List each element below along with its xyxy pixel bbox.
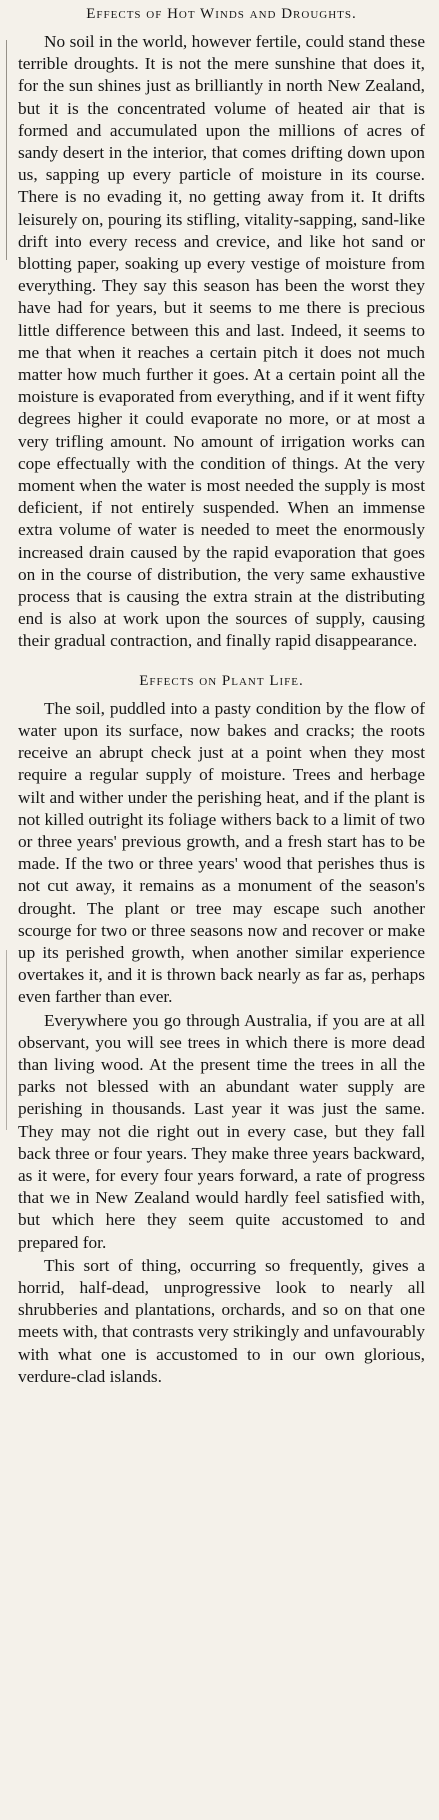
paragraph-australia-trees: Everywhere you go through Australia, if you are at all observant, you will see trees in which there is more dead than living wood. At the present time the trees in all the parks not blessed with an abundant water supply are perishing in thousands. Last year it was just the same. They may not die right out in every case, but they fall back three or four years. They make three years backward, as it were, for every four years forward, a rate of progress that we in New Zealand would hardly feel satisfied with, but which here they seem quite accustomed to and prepared for.	[18, 1010, 425, 1252]
section-heading-plant-life: Effects on Plant Life.	[139, 672, 304, 689]
section-heading-hot-winds: Effects of Hot Winds and Droughts.	[86, 6, 357, 22]
paragraph-soil: The soil, puddled into a pasty condition by the flow of water upon its surface, now bakes and cracks; the roots receive an abrupt check just at a point when they most require a regular supply of moisture. Trees and herbage wilt and wither under the perishing heat, and if the plant is not killed outright its foliage withers back to a limit of two or three years' previous growth, and a fresh start has to be made. If the two or three years' wood that perishes thus is not cut away, it remains as a monument of the season's drought. The plant or tree may escape such another scourge for two or three seasons now and recover or make up its perished growth, when another similar experience overtakes it, and it is thrown back nearly as far as, perhaps even farther than ever.	[18, 698, 425, 1007]
column-rule	[6, 40, 7, 260]
paragraph-droughts: No soil in the world, however fertile, could stand these terrible droughts. It is not the mere sunshine that does it, for the sun shines just as brilliantly in north New Zealand, but it is the concentrated volume of heated air that is formed and accumulated upon the millions of acres of sandy desert in the interior, that comes drifting down upon us, sapping up every particle of moisture in its course. There is no evading it, no getting away from it. It drifts leisurely on, pouring its stifling, vitality-sapping, sand-like drift into every recess and crevice, and like hot sand or blotting paper, soaking up every vestige of moisture from everything. They say this season has been the worst they have had for years, but it seems to me there is precious little difference between this and last. Indeed, it seems to me that when it reaches a certain pitch it does not much matter how much further it goes. At a certain point all the moisture is evaporated from everything, and if it went fifty degrees higher it could evaporate no more, or at most a very trifling amount. No amount of irrigation works can cope effectually with the condition of things. At the very moment when the water is most needed the supply is most deficient, if not entirely suspended. When an immense extra volume of water is needed to meet the enormously increased drain caused by the rapid evaporation that goes on in the course of distribution, the very same exhaustive process that is causing the extra strain at the distributing end is also at work upon the sources of supply, causing their gradual contraction, and finally rapid disappearance.	[18, 32, 425, 651]
column-rule	[6, 950, 7, 1130]
paragraph-shrubberies: This sort of thing, occurring so frequently, gives a horrid, half-dead, unprogressive look to nearly all shrubberies and plantations, orchards, and so on that one meets with, that contrasts very strikingly and unfavourably with what one is accustomed to in our own glorious, verdure-clad islands.	[18, 1255, 425, 1386]
